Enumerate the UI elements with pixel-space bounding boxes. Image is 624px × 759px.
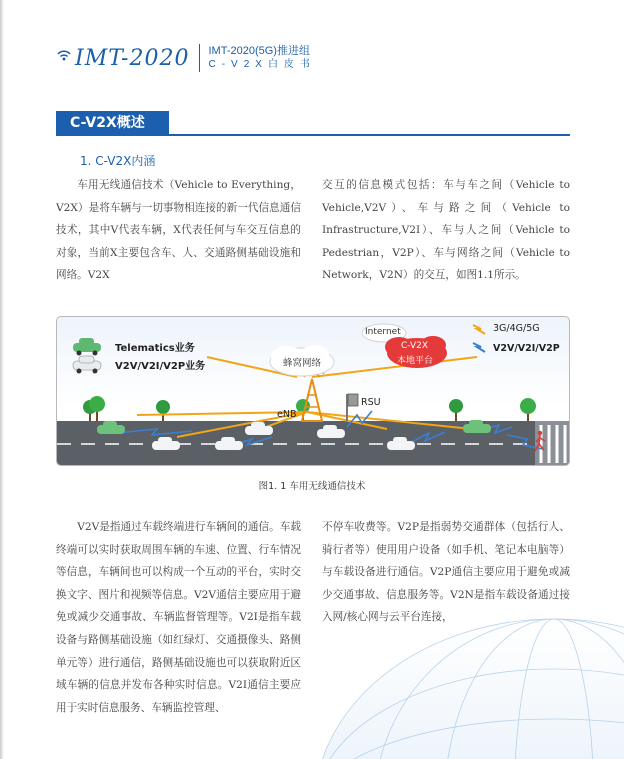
lightning-icon: [473, 343, 485, 352]
page-header: [55, 40, 316, 76]
paragraph-2-part-1: V2V是指通过车载终端进行车辆间的通信。车载终端可以实时获取周围车辆的车速、位置、行车情况等信息，车辆间也可以构成一个互动的平台，实时交换文字、图片和视频等信息。V2V通信主要应用于避免或减少交通事故、车辆监督管理等。V2I是指车载设备与路侧基础设施（如红绿灯、交通摄像头、路侧单元等）进行通信，路侧基础设施也可以获取附近区域车辆的信息并发布各种实时信息。V2I通信主要应用于实时信息服务、车辆监控管理、: [56, 521, 301, 714]
header-doc-title: C-V2X白皮书: [208, 59, 316, 70]
figure-v2x: [56, 316, 570, 466]
signal-icon: [55, 48, 73, 68]
legend-v2x-label: V2V/V2I/V2P: [493, 343, 560, 354]
logo-text: IMT-2020: [75, 45, 190, 71]
lightning-icon: [473, 325, 485, 334]
paragraph-2-part-2: 不停车收费等。V2P是指弱势交通群体（包括行人、骑行者等）使用用户设备（如手机、笔记本电脑等）与车载设备进行通信。V2P通信主要应用于避免或减少交通事故、信息服务等。V2N是指车载设备通过接入网/核心网与云平台连接，: [322, 521, 570, 624]
cellular-network-label: 蜂窝网络: [283, 358, 322, 369]
tree-icon: [449, 399, 463, 421]
enb-label: eNB: [277, 409, 297, 420]
car-icon: [73, 356, 101, 374]
platform-label-line1: C-V2X: [401, 341, 429, 351]
tree-icon: [520, 398, 536, 421]
internet-label: Internet: [365, 327, 401, 337]
telematics-label: Telematics业务: [115, 343, 195, 354]
section-rule: [56, 134, 570, 136]
body-column-2: [322, 174, 570, 287]
header-titles: [208, 45, 315, 71]
section-title: C-V2X概述: [56, 111, 169, 135]
tree-icon: [89, 396, 105, 421]
car-icon: [73, 338, 101, 356]
figure-caption: 图1. 1 车用无线通信技术: [258, 481, 366, 492]
body-column-3: [56, 516, 301, 719]
page-edge: [0, 0, 4, 759]
header-org: IMT-2020(5G)推进组: [208, 45, 310, 57]
globe-decoration: [294, 579, 624, 759]
paragraph-1-part-1: 车用无线通信技术（Vehicle to Everything，V2X）是将车辆与一切事物相连接的新一代信息通信技术，其中V代表车辆，X代表任何与车交互信息的对象，当前X主要包含车、人、交通路侧基础设施和网络。V2X: [56, 179, 301, 282]
body-column-1: [56, 174, 301, 287]
v2x-service-label: V2V/V2I/V2P业务: [115, 361, 206, 372]
paragraph-1-part-2: 交互的信息模式包括：车与车之间（Vehicle to Vehicle,V2V）、车与路之间（Vehicle to Infrastructure,V2I）、车与人之间（Vehicle to Pedestrian，V2P）、车与网络之间（Vehicle to Network，V2N）的交互，如图1.1所示。: [322, 179, 570, 282]
header-divider: [199, 44, 200, 72]
tree-icon: [156, 400, 170, 421]
logo: [55, 46, 189, 71]
platform-label-line2: 本地平台: [397, 356, 434, 366]
subsection-title: 1. C-V2X内涵: [80, 154, 156, 168]
rsu-label: RSU: [361, 397, 381, 408]
legend-cellular-label: 3G/4G/5G: [493, 323, 540, 334]
